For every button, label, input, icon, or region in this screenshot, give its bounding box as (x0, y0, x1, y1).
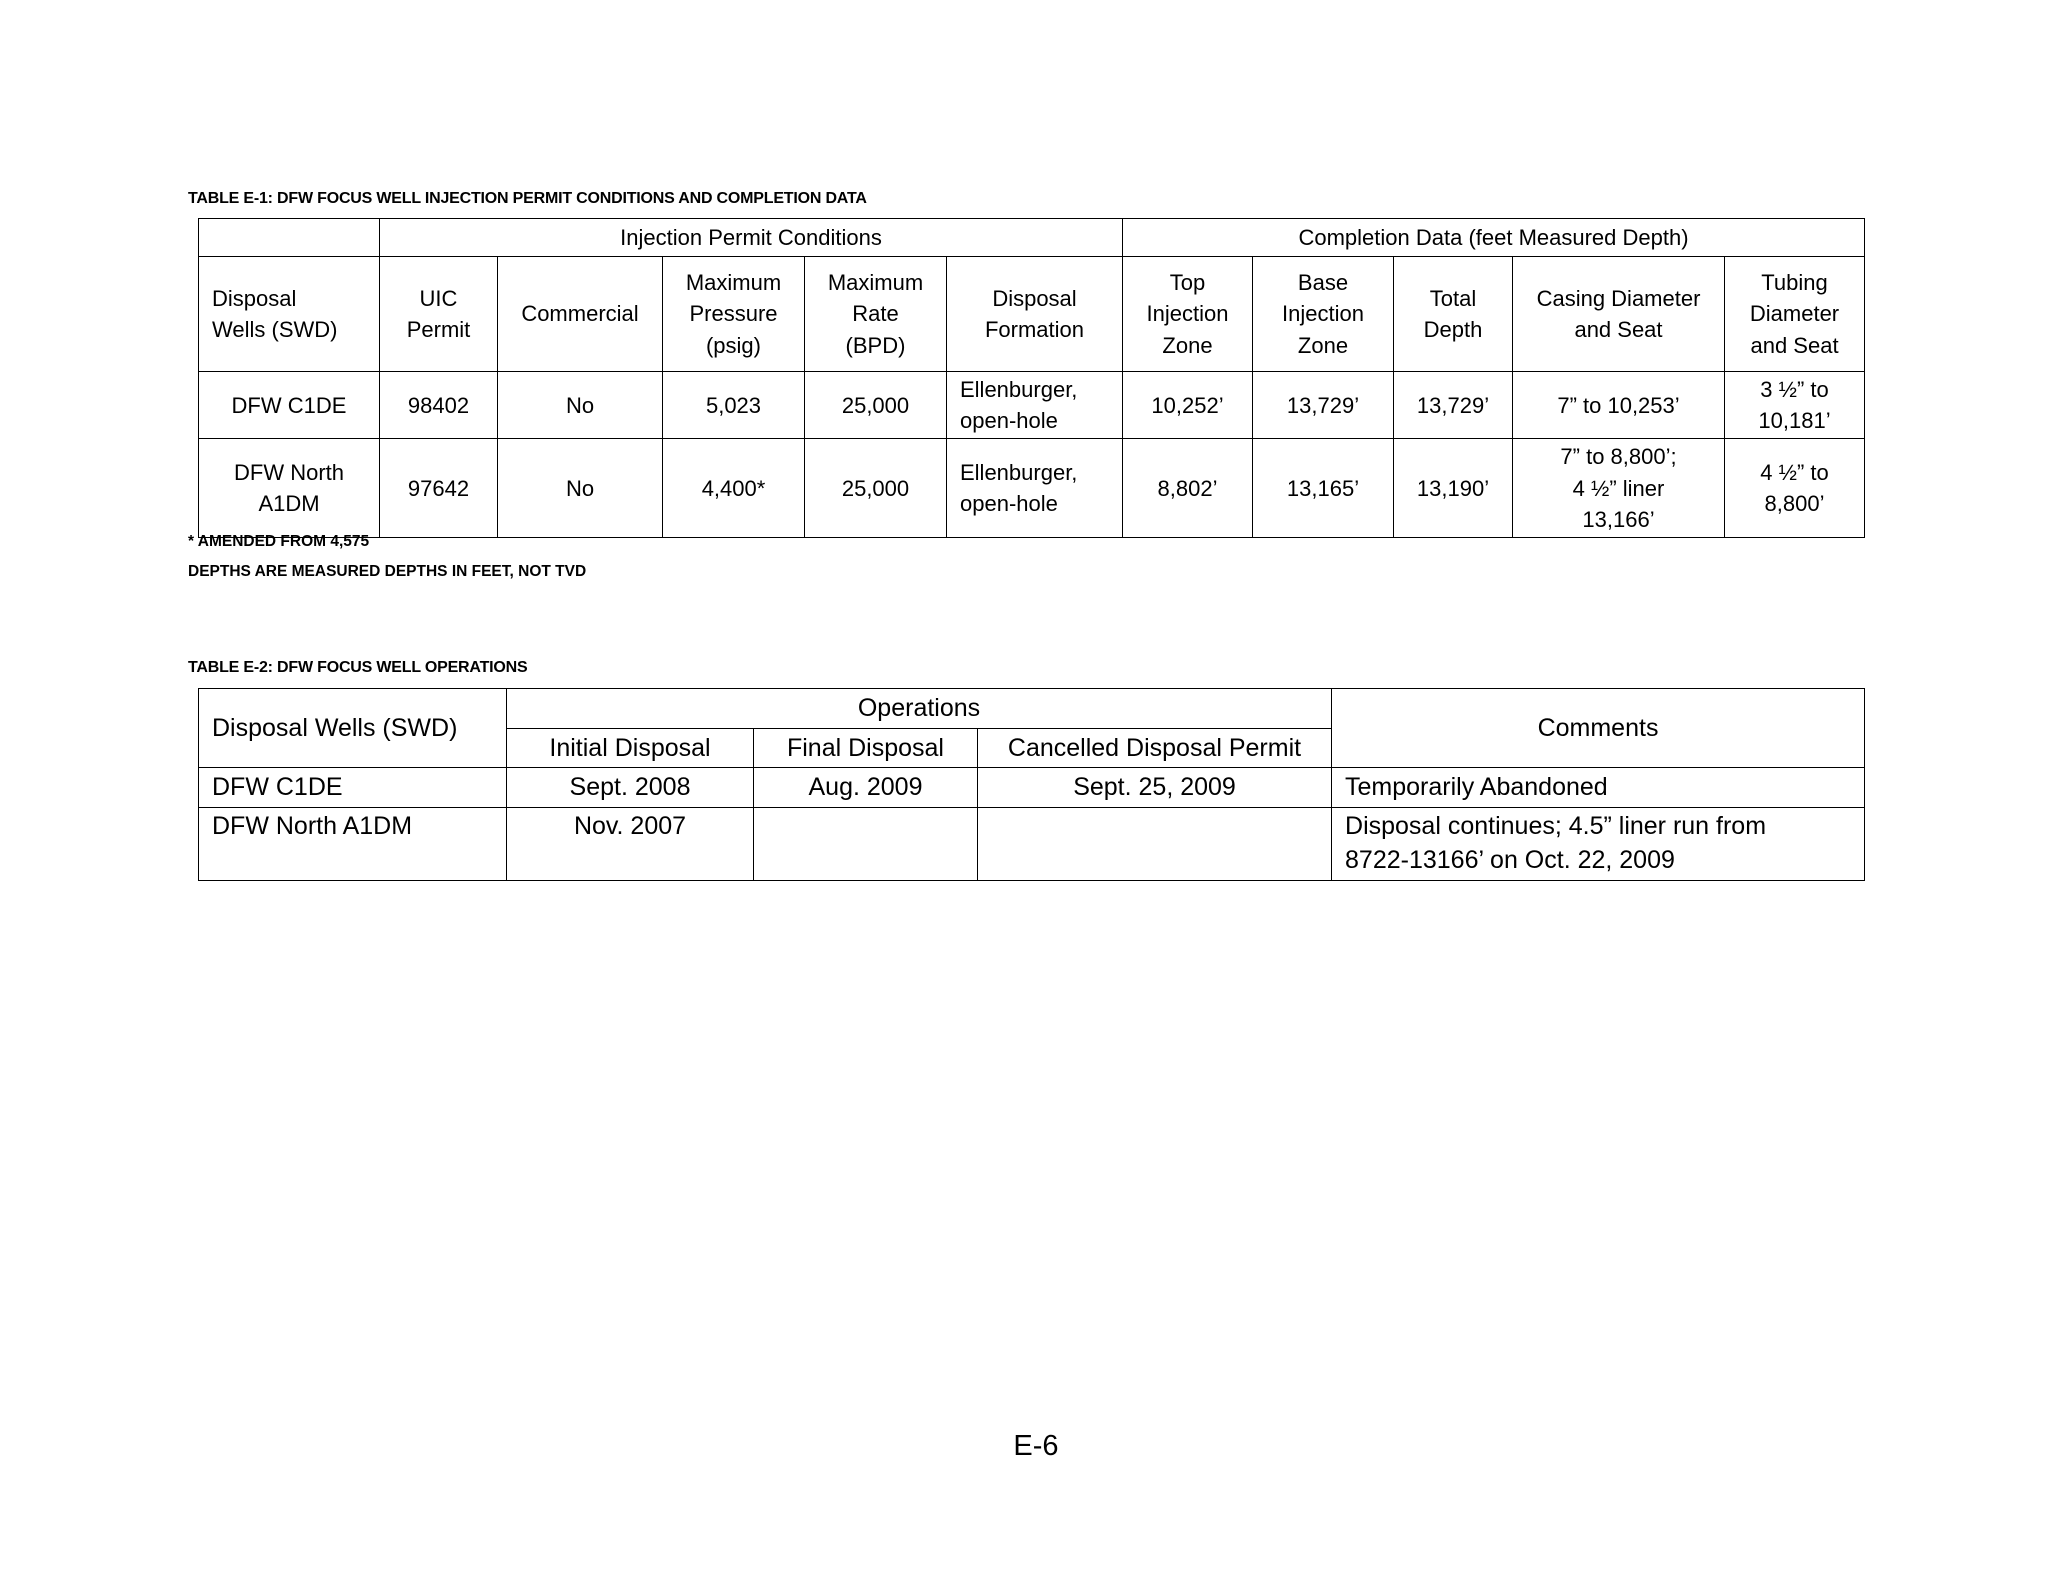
cell-uic: 98402 (380, 372, 498, 439)
cell-top-zone: 8,802’ (1123, 439, 1253, 538)
cell-rate: 25,000 (805, 439, 947, 538)
col-header-tubing (1725, 257, 1865, 372)
cell-pressure: 4,400* (663, 439, 805, 538)
col-header-line: and Seat (1750, 332, 1839, 358)
table-e2-header-row (199, 689, 1865, 729)
cell-line: open-hole (960, 491, 1058, 517)
cell-line: 4 ½” to (1760, 460, 1829, 486)
cell-line: 7” to 10,253’ (1557, 392, 1680, 418)
cell-line: 7” to 8,800’; (1560, 444, 1677, 470)
cell-top-zone: 10,252’ (1123, 372, 1253, 439)
cell-base-zone: 13,729’ (1253, 372, 1394, 439)
completion-data-header: Completion Data (feet Measured Depth) (1123, 219, 1865, 257)
col-header-line: (BPD) (845, 332, 906, 358)
col-header-total-depth (1394, 257, 1513, 372)
cell-line: 8722-13166’ on Oct. 22, 2009 (1345, 846, 1675, 874)
cell-formation (947, 439, 1123, 538)
cell-commercial: No (498, 372, 663, 439)
col-header-line: UIC (419, 285, 458, 311)
cell-total-depth: 13,729’ (1394, 372, 1513, 439)
col-header-line: Pressure (689, 301, 778, 327)
cell-pressure: 5,023 (663, 372, 805, 439)
cell-formation (947, 372, 1123, 439)
injection-permit-header: Injection Permit Conditions (380, 219, 1123, 257)
col-header-disposal-wells: Disposal Wells (SWD) (199, 689, 507, 768)
table-e1-note-amended: * AMENDED FROM 4,575 (188, 533, 370, 550)
cell-line: DFW C1DE (231, 392, 347, 418)
table-e1-caption: TABLE E-1: DFW FOCUS WELL INJECTION PERMIT CONDITIONS AND COMPLETION DATA (188, 190, 867, 207)
cell-commercial: No (498, 439, 663, 538)
col-header-uic-permit (380, 257, 498, 372)
cell-base-zone: 13,165’ (1253, 439, 1394, 538)
cell-line: 4 ½” liner (1572, 475, 1665, 501)
table-e1-group-header-row (199, 219, 1865, 257)
cell-line: 10,181’ (1758, 408, 1831, 434)
cell-line: 8,800’ (1764, 491, 1825, 517)
table-row (199, 807, 1865, 880)
col-header-comments: Comments (1332, 689, 1865, 768)
col-header-disposal-formation (947, 257, 1123, 372)
cell-comments (1332, 768, 1865, 808)
cell-well: DFW C1DE (199, 768, 507, 808)
col-header-line: Depth (1423, 317, 1483, 342)
cell-line: DFW North (234, 460, 344, 486)
col-header-line: Tubing (1761, 270, 1828, 296)
col-header-commercial (498, 257, 663, 372)
col-header-line: Base (1297, 270, 1349, 296)
cell-final-disposal (754, 807, 978, 880)
cell-well (199, 439, 380, 538)
table-e1-note-depths: DEPTHS ARE MEASURED DEPTHS IN FEET, NOT TVD (188, 563, 587, 580)
cell-cancelled-permit (978, 807, 1332, 880)
cell-cancelled-permit: Sept. 25, 2009 (978, 768, 1332, 808)
cell-casing (1513, 439, 1725, 538)
col-header-top-injection-zone (1123, 257, 1253, 372)
cell-total-depth: 13,190’ (1394, 439, 1513, 538)
cell-line: Ellenburger, (960, 377, 1078, 402)
cell-initial-disposal: Nov. 2007 (507, 807, 754, 880)
table-e1 (198, 218, 1865, 538)
page-number: E-6 (1013, 1430, 1059, 1462)
cell-well: DFW North A1DM (199, 807, 507, 880)
col-header-disposal-wells (199, 257, 380, 372)
table-e1-corner-cell (199, 219, 380, 257)
col-header-line: Zone (1297, 332, 1349, 358)
col-header-max-pressure (663, 257, 805, 372)
cell-tubing (1725, 439, 1865, 538)
col-header-line: Commercial (521, 301, 639, 327)
cell-rate: 25,000 (805, 372, 947, 439)
col-header-line: Permit (406, 317, 471, 342)
table-row (199, 439, 1865, 538)
cell-casing (1513, 372, 1725, 439)
cell-tubing (1725, 372, 1865, 439)
cell-line: Temporarily Abandoned (1345, 773, 1608, 801)
col-header-line: Disposal (992, 285, 1077, 311)
cell-line: A1DM (258, 491, 320, 517)
col-header-final-disposal: Final Disposal (754, 728, 978, 768)
col-header-line: and Seat (1574, 317, 1663, 342)
col-header-line: Zone (1162, 332, 1213, 358)
cell-line: Ellenburger, (960, 460, 1078, 486)
cell-well (199, 372, 380, 439)
col-header-base-injection-zone (1253, 257, 1394, 372)
cell-line: 13,166’ (1582, 506, 1655, 532)
table-e2-caption: TABLE E-2: DFW FOCUS WELL OPERATIONS (188, 659, 528, 676)
cell-line: open-hole (960, 408, 1058, 434)
col-header-line: Rate (852, 301, 899, 327)
table-row (199, 372, 1865, 439)
operations-header: Operations (507, 689, 1332, 729)
table-e2 (198, 688, 1865, 881)
cell-uic: 97642 (380, 439, 498, 538)
cell-line: Disposal continues; 4.5” liner run from (1345, 811, 1767, 840)
col-header-initial-disposal: Initial Disposal (507, 728, 754, 768)
col-header-line: Maximum (827, 270, 924, 296)
col-header-line: Top (1169, 270, 1206, 296)
col-header-line: Formation (984, 317, 1085, 342)
col-header-max-rate (805, 257, 947, 372)
col-header-line: Maximum (685, 270, 782, 296)
col-header-line: Total (1429, 285, 1477, 311)
table-row (199, 768, 1865, 808)
col-header-line: Diameter (1749, 301, 1840, 327)
col-header-cancelled-permit: Cancelled Disposal Permit (978, 728, 1332, 768)
cell-initial-disposal: Sept. 2008 (507, 768, 754, 808)
col-header-line: Disposal (212, 285, 297, 311)
cell-line: 3 ½” to (1760, 377, 1829, 402)
col-header-line: (psig) (705, 332, 761, 358)
col-header-casing (1513, 257, 1725, 372)
cell-final-disposal: Aug. 2009 (754, 768, 978, 808)
col-header-line: Casing Diameter (1536, 285, 1701, 311)
col-header-line: Injection (1282, 301, 1364, 327)
table-e1-column-header-row (199, 257, 1865, 372)
col-header-line: Injection (1146, 301, 1229, 327)
cell-comments (1332, 807, 1865, 880)
col-header-line: Wells (SWD) (212, 317, 338, 342)
